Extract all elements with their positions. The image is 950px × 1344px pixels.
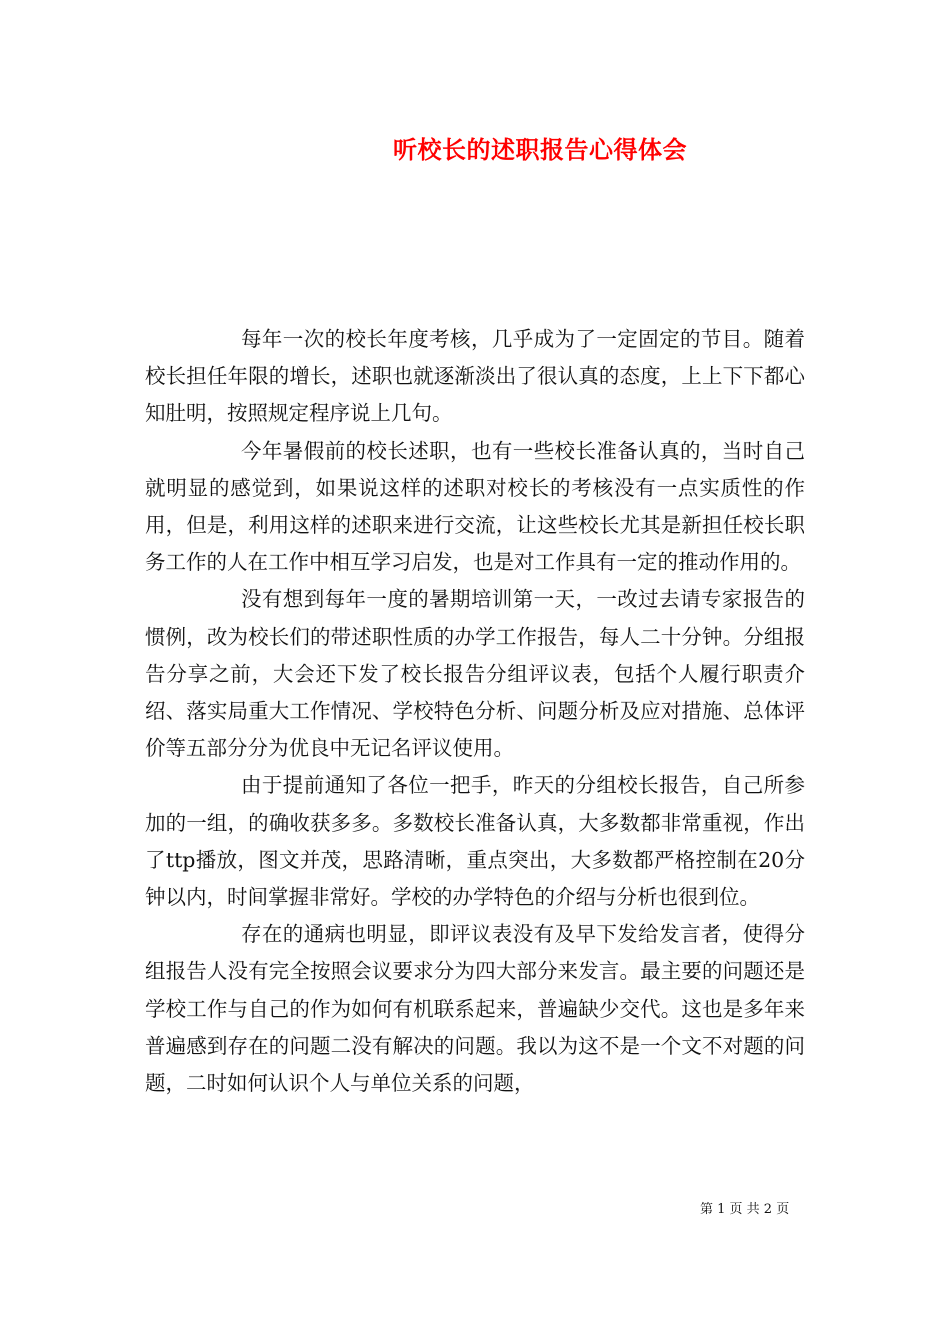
paragraph-2: 今年暑假前的校长述职，也有一些校长准备认真的，当时自己就明显的感觉到，如果说这样的述职对校长的考核没有一点实质性的作用，但是，利用这样的述职来进行交流，让这些校长尤其是新担任校长职务工作的人在工作中相互学习启发，也是对工作具有一定的推动作用的。 <box>145 438 805 575</box>
paragraph-3: 没有想到每年一度的暑期培训第一天，一改过去请专家报告的惯例，改为校长们的带述职性质的办学工作报告，每人二十分钟。分组报告分享之前，大会还下发了校长报告分组评议表，包括个人履行职责介绍、落实局重大工作情况、学校特色分析、问题分析及应对措施、总体评价等五部分分为优良中无记名评议使用。 <box>145 587 805 761</box>
page-number-footer: 第 1 页 共 2 页 <box>700 1202 790 1217</box>
document-title: 听校长的述职报告心得体会 <box>393 135 687 164</box>
document-body <box>145 321 805 1102</box>
paragraph-5: 存在的通病也明显，即评议表没有及早下发给发言者，使得分组报告人没有完全按照会议要求分为四大部分来发言。最主要的问题还是学校工作与自己的作为如何有机联系起来，普遍缺少交代。这也是多年来普遍感到存在的问题二没有解决的问题。我以为这不是一个文不对题的问题，二时如何认识个人与单位关系的问题， <box>145 922 805 1096</box>
paragraph-4: 由于提前通知了各位一把手，昨天的分组校长报告，自己所参加的一组，的确收获多多。多数校长准备认真，大多数都非常重视，作出了ttp播放，图文并茂，思路清晰，重点突出，大多数都严格控制在20分钟以内，时间掌握非常好。学校的办学特色的介绍与分析也很到位。 <box>145 773 805 910</box>
paragraph-1: 每年一次的校长年度考核，几乎成为了一定固定的节目。随着校长担任年限的增长，述职也就逐渐淡出了很认真的态度，上上下下都心知肚明，按照规定程序说上几句。 <box>145 327 805 426</box>
